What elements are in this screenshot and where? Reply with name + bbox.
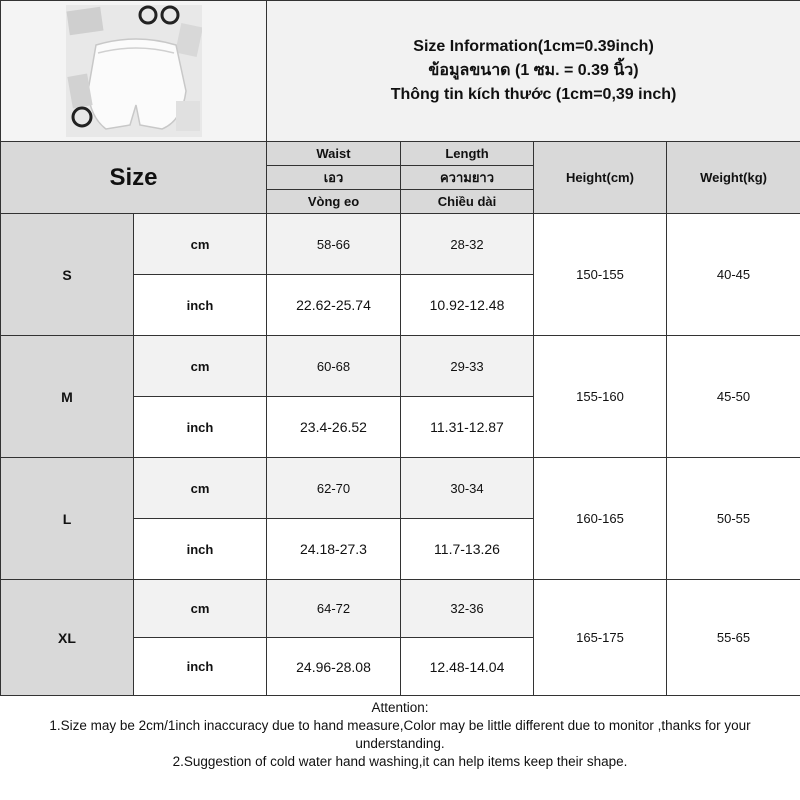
size-label-s: S [1,214,134,336]
unit-cm: cm [134,580,267,638]
length-header-th: ความยาว [401,166,534,190]
unit-cm: cm [134,336,267,397]
attention-note-1: 1.Size may be 2cm/1inch inaccuracy due to hand measure,Color may be little different due to monitor ,thanks for your understanding. [49,718,751,751]
unit-inch: inch [134,638,267,696]
waist-header-en: Waist [267,142,401,166]
size-column-header: Size [1,142,267,214]
unit-inch: inch [134,519,267,580]
size-information-header [267,1,800,142]
waist-header-vi: Vòng eo [267,190,401,214]
length-header-vi: Chiều dài [401,190,534,214]
size-label-xl: XL [1,580,134,696]
unit-cm: cm [134,214,267,275]
length-inch-value: 11.31-12.87 [401,397,534,458]
size-label-l: L [1,458,134,580]
length-cm-value: 30-34 [401,458,534,519]
weight-value: 55-65 [667,580,800,696]
table-row [1,458,800,519]
height-value: 165-175 [534,580,667,696]
length-inch-value: 10.92-12.48 [401,275,534,336]
table-row [1,336,800,397]
waist-inch-value: 24.96-28.08 [267,638,401,696]
weight-value: 40-45 [667,214,800,336]
height-value: 155-160 [534,336,667,458]
product-photo-cell [1,1,267,142]
waist-inch-value: 23.4-26.52 [267,397,401,458]
length-inch-value: 12.48-14.04 [401,638,534,696]
size-label-m: M [1,336,134,458]
length-header-en: Length [401,142,534,166]
weight-value: 45-50 [667,336,800,458]
table-row [1,214,800,275]
weight-header: Weight(kg) [667,142,800,214]
attention-title: Attention: [371,700,429,715]
waist-cm-value: 58-66 [267,214,401,275]
unit-inch: inch [134,397,267,458]
height-value: 160-165 [534,458,667,580]
height-header: Height(cm) [534,142,667,214]
waist-header-th: เอว [267,166,401,190]
size-info-title-en: Size Information(1cm=0.39inch) [413,38,654,55]
waist-inch-value: 24.18-27.3 [267,519,401,580]
length-inch-value: 11.7-13.26 [401,519,534,580]
product-photo [66,5,202,137]
attention-note-2: 2.Suggestion of cold water hand washing,it can help items keep their shape. [172,754,628,769]
waist-inch-value: 22.62-25.74 [267,275,401,336]
size-info-title-th: ข้อมูลขนาด (1 ซม. = 0.39 นิ้ว) [428,62,639,79]
height-value: 150-155 [534,214,667,336]
attention-notes [0,697,800,800]
length-cm-value: 29-33 [401,336,534,397]
size-info-title-vi: Thông tin kích thước (1cm=0,39 inch) [390,86,677,103]
waist-cm-value: 62-70 [267,458,401,519]
table-row [1,580,800,638]
length-cm-value: 28-32 [401,214,534,275]
waist-cm-value: 60-68 [267,336,401,397]
length-cm-value: 32-36 [401,580,534,638]
waist-cm-value: 64-72 [267,580,401,638]
weight-value: 50-55 [667,458,800,580]
unit-inch: inch [134,275,267,336]
unit-cm: cm [134,458,267,519]
